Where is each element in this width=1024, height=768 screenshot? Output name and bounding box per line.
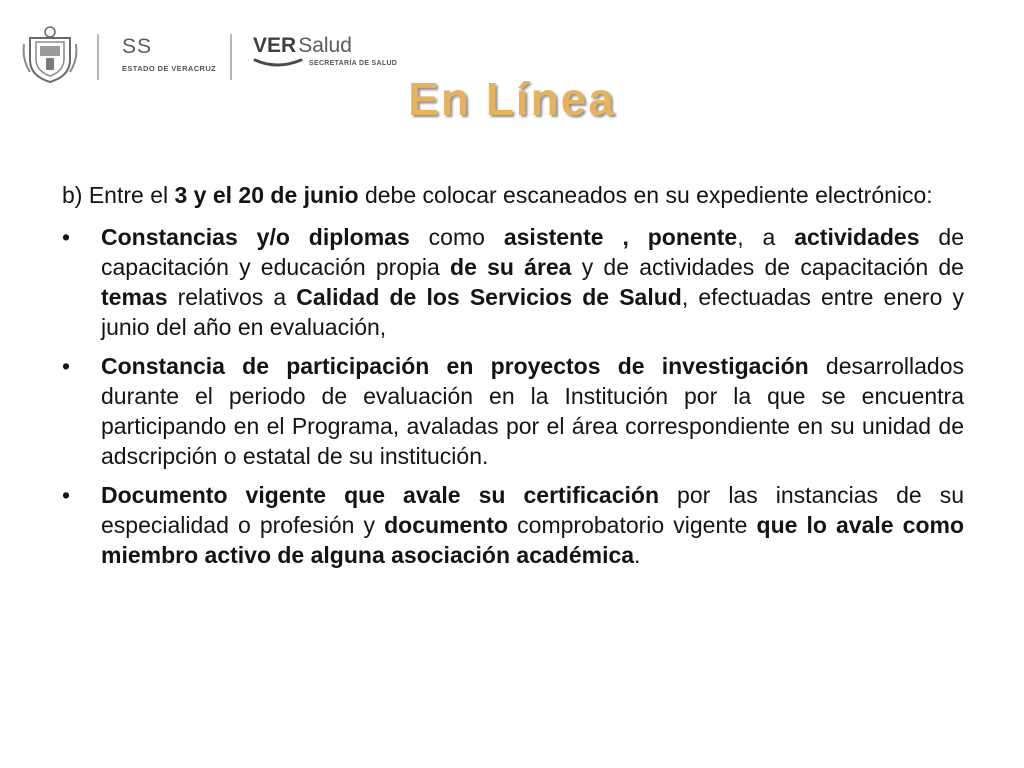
list-item — [62, 222, 964, 342]
bullet-text: comprobatorio vigente — [508, 512, 757, 538]
intro-text: debe colocar escaneados en su expediente electrónico: — [358, 182, 933, 208]
bullet-icon: • — [62, 224, 71, 250]
intro-text: b) Entre el — [62, 182, 175, 208]
ver-salud-logo — [253, 34, 403, 74]
bullet-text: , a — [737, 224, 795, 250]
ss-logo-title: SS — [122, 35, 153, 58]
page-title — [0, 72, 1024, 126]
intro-paragraph — [62, 180, 964, 210]
bullet-icon: • — [62, 353, 71, 379]
bullet-text: de capacitación y educación propia — [101, 224, 964, 280]
bullet-text-bold: Calidad de los Servicios de Salud — [296, 284, 682, 310]
bullet-text-bold: Documento vigente que avale su certificación — [101, 482, 659, 508]
bullet-text: y de actividades de capacitación de — [571, 254, 964, 280]
bullet-text-bold: Constancia de participación en proyectos de investigación — [101, 353, 809, 379]
bullet-text: como — [409, 224, 504, 250]
bullet-text-bold: asistente , ponente — [503, 224, 738, 250]
bullet-text: por las instancias de su especialidad o profesión y — [101, 482, 964, 538]
ver-logo-word: VER — [253, 34, 297, 57]
bullet-text-bold: temas — [101, 284, 168, 310]
bullet-text: . — [634, 542, 641, 568]
bullet-text-bold: actividades — [794, 224, 920, 250]
bullet-text: desarrollados durante el periodo de evaluación en la Institución por la que se encuentra participando en el Programa, avaladas por el área correspondiente en su unidad de adscripción o estatal de su institución. — [101, 353, 965, 469]
ss-logo — [122, 36, 216, 73]
swoosh-icon — [253, 56, 303, 70]
list-item — [62, 480, 964, 570]
list-item — [62, 351, 964, 471]
slide-body — [62, 180, 964, 579]
bullet-text: relativos a — [167, 284, 297, 310]
intro-dates: 3 y el 20 de junio — [174, 182, 359, 208]
ver-logo-subtitle: SECRETARÍA DE SALUD — [309, 60, 398, 67]
ss-logo-subtitle: ESTADO DE VERACRUZ — [122, 64, 217, 73]
salud-logo-word: Salud — [298, 34, 352, 57]
bullet-text-bold: de su área — [450, 254, 572, 280]
bullet-text-bold: documento — [384, 512, 509, 538]
page-title-text: En Línea — [408, 73, 616, 125]
header — [0, 0, 1024, 130]
bullet-icon: • — [62, 482, 71, 508]
bullet-text: , efectuadas entre enero y junio del año en evaluación, — [101, 284, 964, 340]
bullet-text-bold: Constancias y/o diplomas — [101, 224, 410, 250]
bullet-text-bold: que lo avale como miembro activo de alguna asociación académica — [101, 512, 964, 568]
